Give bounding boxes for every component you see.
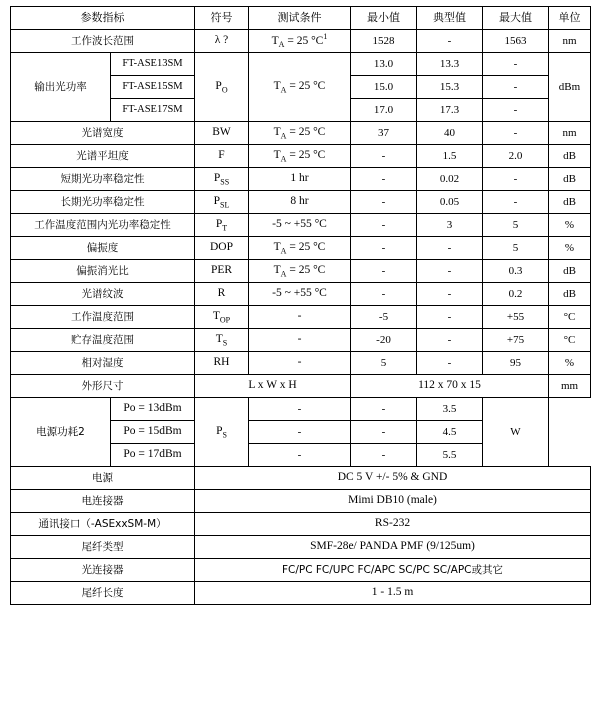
row-symbol: $P_T$ <box>195 214 249 237</box>
row-typ: 3 <box>417 214 483 237</box>
row-min: - <box>351 168 417 191</box>
table-row <box>11 467 591 490</box>
specification-table <box>10 6 591 605</box>
table-header-row <box>11 7 591 30</box>
row-typ: - <box>417 260 483 283</box>
row-condition: - <box>249 329 351 352</box>
row-typ: - <box>417 306 483 329</box>
row-label: 尾纤类型 <box>11 536 195 559</box>
table-row <box>11 329 591 352</box>
row-subitem-label: Po = 17dBm <box>111 444 195 467</box>
row-max: 5 <box>483 237 549 260</box>
row-unit: °C <box>549 329 591 352</box>
table-row <box>11 582 591 605</box>
row-typ: 0.05 <box>417 191 483 214</box>
row-condition: - <box>249 352 351 375</box>
row-label: 输出光功率 <box>11 53 111 122</box>
row-symbol: RH <box>195 352 249 375</box>
row-min: - <box>351 145 417 168</box>
row-value: FC/PC FC/UPC FC/APC SC/PC SC/APC或其它 <box>195 559 591 582</box>
row-value: Mimi DB10 (male) <box>195 490 591 513</box>
row-max: - <box>483 122 549 145</box>
table-row <box>11 398 591 421</box>
row-max: - <box>483 191 549 214</box>
row-typ: 15.3 <box>417 76 483 99</box>
row-min: 13.0 <box>351 53 417 76</box>
row-max: +55 <box>483 306 549 329</box>
row-typ: - <box>351 421 417 444</box>
row-symbol: $P_{SL}$ <box>195 191 249 214</box>
row-unit: % <box>549 352 591 375</box>
row-max: 5.5 <box>417 444 483 467</box>
row-typ: 17.3 <box>417 99 483 122</box>
row-min: - <box>249 398 351 421</box>
table-row <box>11 122 591 145</box>
row-condition: -5 ~ +55 °C <box>249 214 351 237</box>
row-typ: 40 <box>417 122 483 145</box>
table-row <box>11 513 591 536</box>
row-label: 尾纤长度 <box>11 582 195 605</box>
row-label: 光连接器 <box>11 559 195 582</box>
row-value: 112 x 70 x 15 <box>351 375 549 398</box>
row-symbol: $P_S$ <box>195 398 249 467</box>
row-symbol: PER <box>195 260 249 283</box>
row-unit: % <box>549 214 591 237</box>
table-row <box>11 214 591 237</box>
row-min: - <box>351 283 417 306</box>
row-label: 光谱宽度 <box>11 122 195 145</box>
row-min: 5 <box>351 352 417 375</box>
table-row <box>11 237 591 260</box>
row-condition: $T_A = 25$ °C <box>249 122 351 145</box>
table-row <box>11 375 591 398</box>
row-typ: 13.3 <box>417 53 483 76</box>
row-label: 偏振度 <box>11 237 195 260</box>
row-label: 贮存温度范围 <box>11 329 195 352</box>
row-max: - <box>483 53 549 76</box>
row-max: 3.5 <box>417 398 483 421</box>
row-unit: nm <box>549 30 591 53</box>
row-min: -5 <box>351 306 417 329</box>
row-label: 外形尺寸 <box>11 375 195 398</box>
row-subitem-label: FT-ASE13SM <box>111 53 195 76</box>
row-min: - <box>351 214 417 237</box>
row-symbol: DOP <box>195 237 249 260</box>
row-max: 1563 <box>483 30 549 53</box>
row-unit: W <box>483 398 549 467</box>
column-header-unit: 单位 <box>549 7 591 30</box>
column-header-symbol: 符号 <box>195 7 249 30</box>
row-min: -20 <box>351 329 417 352</box>
row-symbol: $T_S$ <box>195 329 249 352</box>
row-condition: $T_A = 25$ °C <box>249 237 351 260</box>
table-row <box>11 306 591 329</box>
row-label: 光谱平坦度 <box>11 145 195 168</box>
table-row <box>11 191 591 214</box>
row-unit: dB <box>549 260 591 283</box>
table-row <box>11 30 591 53</box>
row-label: 长期光功率稳定性 <box>11 191 195 214</box>
table-row <box>11 53 591 76</box>
row-typ: - <box>417 237 483 260</box>
row-unit: dBm <box>549 53 591 122</box>
row-subitem-label: Po = 15dBm <box>111 421 195 444</box>
row-unit: mm <box>549 375 591 398</box>
row-typ: - <box>417 352 483 375</box>
row-condition: L x W x H <box>195 375 351 398</box>
row-min: 1528 <box>351 30 417 53</box>
column-header-parameter: 参数指标 <box>11 7 195 30</box>
table-row <box>11 168 591 191</box>
row-min: 15.0 <box>351 76 417 99</box>
row-symbol: F <box>195 145 249 168</box>
row-unit: % <box>549 237 591 260</box>
table-row <box>11 490 591 513</box>
row-typ: 1.5 <box>417 145 483 168</box>
row-label: 工作温度范围内光功率稳定性 <box>11 214 195 237</box>
row-label: 电源 <box>11 467 195 490</box>
row-min: - <box>249 421 351 444</box>
row-condition: $T_A = 25$ °C <box>249 145 351 168</box>
row-subitem-label: FT-ASE17SM <box>111 99 195 122</box>
row-label: 短期光功率稳定性 <box>11 168 195 191</box>
row-max: 95 <box>483 352 549 375</box>
table-row <box>11 559 591 582</box>
row-min: - <box>249 444 351 467</box>
row-value: RS-232 <box>195 513 591 536</box>
row-symbol: λ ? <box>195 30 249 53</box>
row-symbol: BW <box>195 122 249 145</box>
row-typ: - <box>417 30 483 53</box>
column-header-condition: 测试条件 <box>249 7 351 30</box>
row-label: 相对湿度 <box>11 352 195 375</box>
row-max: 0.2 <box>483 283 549 306</box>
row-condition: -5 ~ +55 °C <box>249 283 351 306</box>
row-condition: $T_A = 25$ °C <box>249 53 351 122</box>
table-row <box>11 536 591 559</box>
row-min: - <box>351 260 417 283</box>
row-typ: - <box>417 283 483 306</box>
row-max: - <box>483 99 549 122</box>
row-max: - <box>483 168 549 191</box>
row-condition: 1 hr <box>249 168 351 191</box>
row-typ: - <box>417 329 483 352</box>
row-condition: 8 hr <box>249 191 351 214</box>
row-max: 4.5 <box>417 421 483 444</box>
row-unit: nm <box>549 122 591 145</box>
row-min: - <box>351 191 417 214</box>
table-row <box>11 283 591 306</box>
row-typ: 0.02 <box>417 168 483 191</box>
row-symbol: R <box>195 283 249 306</box>
row-min: 37 <box>351 122 417 145</box>
row-label: 电连接器 <box>11 490 195 513</box>
row-value: DC 5 V +/- 5% & GND <box>195 467 591 490</box>
row-unit: dB <box>549 191 591 214</box>
row-condition: $T_A = 25$ °C <box>249 260 351 283</box>
row-label: 通讯接口（-ASExxSM-M） <box>11 513 195 536</box>
row-max: 5 <box>483 214 549 237</box>
table-row <box>11 145 591 168</box>
row-label: 光谱纹波 <box>11 283 195 306</box>
table-row <box>11 352 591 375</box>
row-max: 2.0 <box>483 145 549 168</box>
table-header <box>11 7 591 30</box>
row-label: 偏振消光比 <box>11 260 195 283</box>
row-symbol: $P_{SS}$ <box>195 168 249 191</box>
row-unit: dB <box>549 145 591 168</box>
table-body <box>11 30 591 605</box>
row-min: 17.0 <box>351 99 417 122</box>
row-unit: °C <box>549 306 591 329</box>
row-value: SMF-28e/ PANDA PMF (9/125um) <box>195 536 591 559</box>
row-typ: - <box>351 444 417 467</box>
table-row <box>11 260 591 283</box>
row-subitem-label: Po = 13dBm <box>111 398 195 421</box>
row-label: 电源功耗2 <box>11 398 111 467</box>
row-subitem-label: FT-ASE15SM <box>111 76 195 99</box>
row-condition: - <box>249 306 351 329</box>
row-max: +75 <box>483 329 549 352</box>
row-unit: dB <box>549 283 591 306</box>
row-max: 0.3 <box>483 260 549 283</box>
row-max: - <box>483 76 549 99</box>
row-min: - <box>351 237 417 260</box>
row-symbol: $P_O$ <box>195 53 249 122</box>
column-header-typ: 典型值 <box>417 7 483 30</box>
column-header-min: 最小值 <box>351 7 417 30</box>
row-typ: - <box>351 398 417 421</box>
row-unit: dB <box>549 168 591 191</box>
row-label: 工作温度范围 <box>11 306 195 329</box>
column-header-max: 最大值 <box>483 7 549 30</box>
row-label: 工作波长范围 <box>11 30 195 53</box>
row-value: 1 - 1.5 m <box>195 582 591 605</box>
row-symbol: $T_{OP}$ <box>195 306 249 329</box>
row-condition: $T_A = 25$ $^\circ C^1$ <box>249 30 351 53</box>
